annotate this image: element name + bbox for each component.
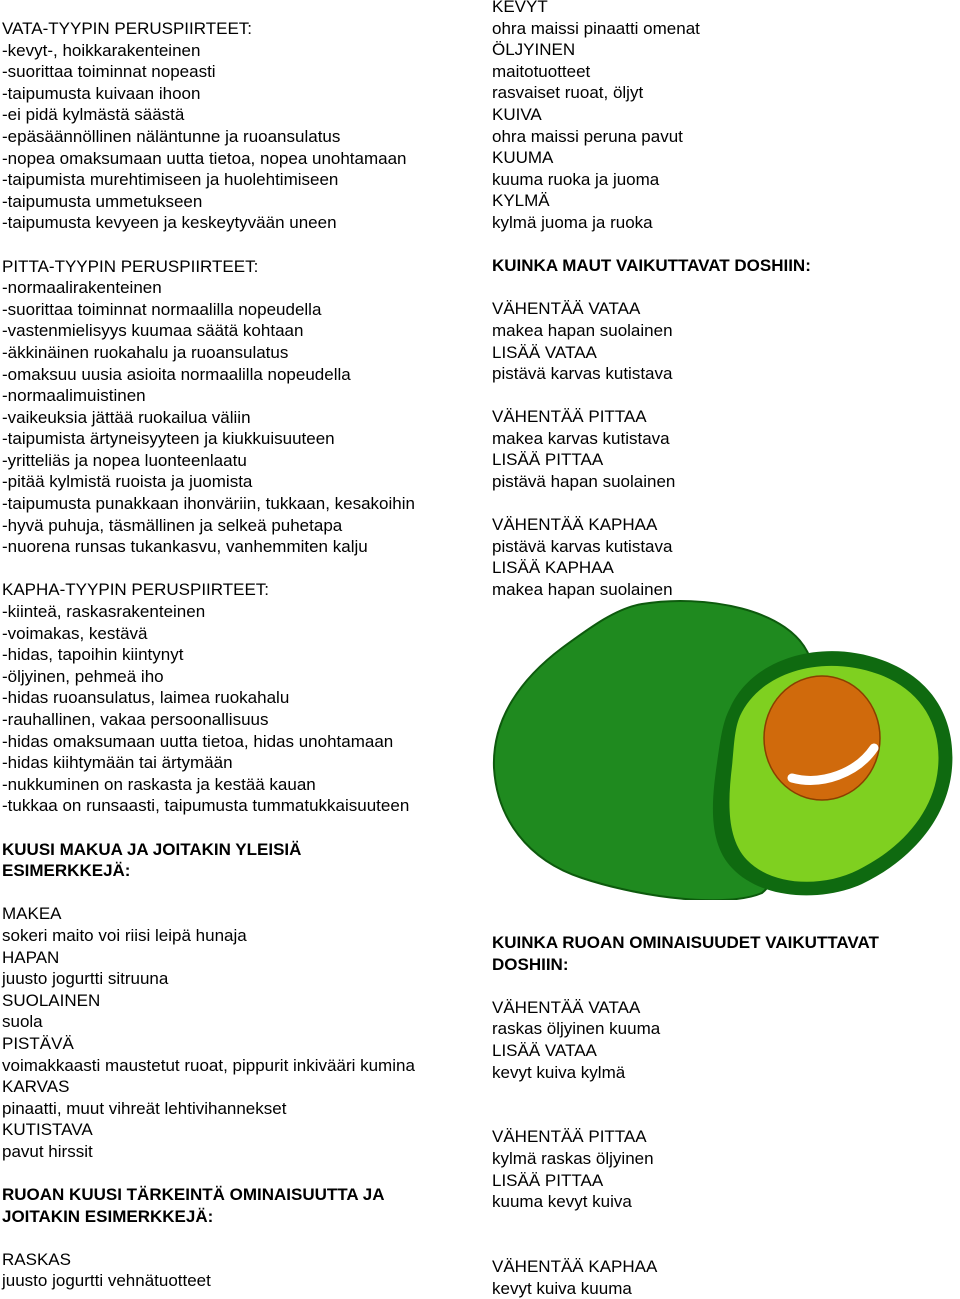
list-item: -ei pidä kylmästä säästä <box>2 104 472 126</box>
list-item: kevyt kuiva kylmä <box>492 1062 952 1084</box>
list-item: pistävä hapan suolainen <box>492 471 952 493</box>
list-item: -pitää kylmistä ruoista ja juomista <box>2 471 472 493</box>
list-item: -nuorena runsas tukankasvu, vanhemmiten kalju <box>2 536 472 558</box>
pitta-list <box>2 277 472 558</box>
list-item: VÄHENTÄÄ PITTAA <box>492 406 952 428</box>
vata-list <box>2 40 472 234</box>
list-item: -omaksuu uusia asioita normaalilla nopeudella <box>2 364 472 386</box>
list-item: suola <box>2 1011 472 1033</box>
list-item: kuuma kevyt kuiva <box>492 1191 952 1213</box>
right-column <box>492 0 952 601</box>
list-item: KUTISTAVA <box>2 1119 472 1141</box>
kapha-heading: KAPHA-TYYPIN PERUSPIIRTEET: <box>2 579 472 601</box>
list-item: VÄHENTÄÄ KAPHAA <box>492 1256 952 1278</box>
list-item: -vastenmielisyys kuumaa säätä kohtaan <box>2 320 472 342</box>
list-item: -voimakas, kestävä <box>2 623 472 645</box>
list-item: -normaalimuistinen <box>2 385 472 407</box>
list-item: ohra maissi pinaatti omenat <box>492 18 952 40</box>
list-item: -hidas ruoansulatus, laimea ruokahalu <box>2 687 472 709</box>
list-item: KUUMA <box>492 147 952 169</box>
list-item: -yritteliäs ja nopea luonteenlaatu <box>2 450 472 472</box>
list-item: rasvaiset ruoat, öljyt <box>492 82 952 104</box>
list-item: -taipumista murehtimiseen ja huolehtimiseen <box>2 169 472 191</box>
tastes-effect-vata <box>492 298 952 384</box>
vata-heading: VATA-TYYPIN PERUSPIIRTEET: <box>2 18 472 40</box>
list-item: MAKEA <box>2 903 472 925</box>
list-item: SUOLAINEN <box>2 990 472 1012</box>
list-item: ohra maissi peruna pavut <box>492 126 952 148</box>
list-item: -suorittaa toiminnat normaalilla nopeudella <box>2 299 472 321</box>
tastes-effect-kapha <box>492 514 952 600</box>
list-item: KARVAS <box>2 1076 472 1098</box>
list-item: LISÄÄ PITTAA <box>492 449 952 471</box>
list-item: sokeri maito voi riisi leipä hunaja <box>2 925 472 947</box>
list-item: LISÄÄ VATAA <box>492 1040 952 1062</box>
list-item: -hyvä puhuja, täsmällinen ja selkeä puhetapa <box>2 515 472 537</box>
list-item: -hidas kiihtymään tai ärtymään <box>2 752 472 774</box>
list-item: -hidas omaksumaan uutta tietoa, hidas unohtamaan <box>2 731 472 753</box>
qualities-heading-2: JOITAKIN ESIMERKKEJÄ: <box>2 1206 472 1228</box>
list-item: RASKAS <box>2 1249 472 1271</box>
list-item: -nukkuminen on raskasta ja kestää kauan <box>2 774 472 796</box>
list-item: voimakkaasti maustetut ruoat, pippurit inkivääri kumina <box>2 1055 472 1077</box>
list-item: -äkkinäinen ruokahalu ja ruoansulatus <box>2 342 472 364</box>
list-item: -nopea omaksumaan uutta tietoa, nopea unohtamaan <box>2 148 472 170</box>
qualities-continued-list <box>492 0 952 234</box>
list-item: LISÄÄ VATAA <box>492 342 952 364</box>
pitta-heading: PITTA-TYYPIN PERUSPIIRTEET: <box>2 256 472 278</box>
list-item: raskas öljyinen kuuma <box>492 1018 952 1040</box>
tastes-heading-1: KUUSI MAKUA JA JOITAKIN YLEISIÄ <box>2 839 472 861</box>
list-item: -taipumusta kuivaan ihoon <box>2 83 472 105</box>
list-item: kuuma ruoka ja juoma <box>492 169 952 191</box>
list-item: VÄHENTÄÄ VATAA <box>492 298 952 320</box>
list-item: -öljyinen, pehmeä iho <box>2 666 472 688</box>
list-item: -taipumusta kevyeen ja keskeytyvään uneen <box>2 212 472 234</box>
qualities-effect-heading: KUINKA RUOAN OMINAISUUDET VAIKUTTAVAT DOSHIIN: <box>492 932 952 975</box>
list-item: makea hapan suolainen <box>492 579 952 601</box>
list-item: -taipumusta punakkaan ihonväriin, tukkaan, kesakoihin <box>2 493 472 515</box>
tastes-effect-heading: KUINKA MAUT VAIKUTTAVAT DOSHIIN: <box>492 255 952 277</box>
list-item: kylmä raskas öljyinen <box>492 1148 952 1170</box>
list-item: pavut hirssit <box>2 1141 472 1163</box>
list-item: VÄHENTÄÄ PITTAA <box>492 1126 952 1148</box>
list-item: PISTÄVÄ <box>2 1033 472 1055</box>
tastes-list <box>2 903 472 1162</box>
qualities-effect-vata <box>492 997 952 1083</box>
avocado-illustration <box>492 598 954 900</box>
tastes-effect-pitta <box>492 406 952 492</box>
list-item: KEVYT <box>492 0 952 18</box>
list-item: -taipumusta ummetukseen <box>2 191 472 213</box>
qualities-heading-1: RUOAN KUUSI TÄRKEINTÄ OMINAISUUTTA JA <box>2 1184 472 1206</box>
list-item: makea hapan suolainen <box>492 320 952 342</box>
left-column <box>2 0 472 1292</box>
list-item: ÖLJYINEN <box>492 39 952 61</box>
list-item: -kevyt-, hoikkarakenteinen <box>2 40 472 62</box>
list-item: LISÄÄ KAPHAA <box>492 557 952 579</box>
list-item: -kiinteä, raskasrakenteinen <box>2 601 472 623</box>
list-item: LISÄÄ PITTAA <box>492 1170 952 1192</box>
list-item: makea karvas kutistava <box>492 428 952 450</box>
list-item: kevyt kuiva kuuma <box>492 1278 952 1299</box>
qualities-effect-pitta <box>492 1126 952 1212</box>
list-item: juusto jogurtti vehnätuotteet <box>2 1270 472 1292</box>
list-item: pistävä karvas kutistava <box>492 363 952 385</box>
list-item: KUIVA <box>492 104 952 126</box>
list-item: juusto jogurtti sitruuna <box>2 968 472 990</box>
list-item: HAPAN <box>2 947 472 969</box>
list-item: VÄHENTÄÄ KAPHAA <box>492 514 952 536</box>
list-item: -taipumista ärtyneisyyteen ja kiukkuisuuteen <box>2 428 472 450</box>
list-item: pistävä karvas kutistava <box>492 536 952 558</box>
list-item: VÄHENTÄÄ VATAA <box>492 997 952 1019</box>
list-item: kylmä juoma ja ruoka <box>492 212 952 234</box>
tastes-heading-2: ESIMERKKEJÄ: <box>2 860 472 882</box>
list-item: -rauhallinen, vakaa persoonallisuus <box>2 709 472 731</box>
list-item: -hidas, tapoihin kiintynyt <box>2 644 472 666</box>
list-item: maitotuotteet <box>492 61 952 83</box>
list-item: -normaalirakenteinen <box>2 277 472 299</box>
qualities-list <box>2 1249 472 1292</box>
qualities-effect-kapha <box>492 1256 952 1299</box>
qualities-effect-section <box>492 932 952 1299</box>
list-item: KYLMÄ <box>492 190 952 212</box>
list-item: pinaatti, muut vihreät lehtivihannekset <box>2 1098 472 1120</box>
list-item: -suorittaa toiminnat nopeasti <box>2 61 472 83</box>
list-item: -tukkaa on runsaasti, taipumusta tummatukkaisuuteen <box>2 795 472 817</box>
kapha-list <box>2 601 472 817</box>
list-item: -vaikeuksia jättää ruokailua väliin <box>2 407 472 429</box>
list-item: -epäsäännöllinen näläntunne ja ruoansulatus <box>2 126 472 148</box>
